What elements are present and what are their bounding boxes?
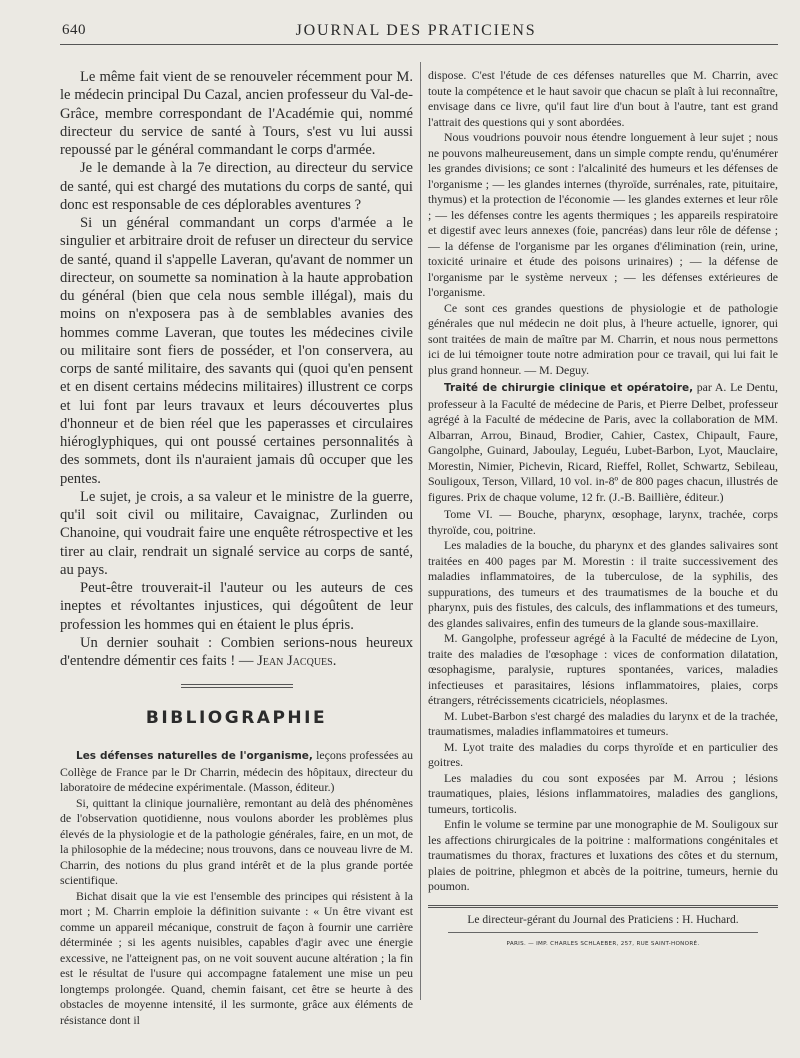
column-divider [420,62,421,1000]
footer-rule [428,905,778,908]
tome-paragraph: M. Lubet-Barbon s'est chargé des maladies du larynx et de la trachée, traumatismes, maladies inflammatoires et tumeurs. [428,708,778,738]
header-rule [60,44,778,45]
tome-paragraph: Tome VI. — Bouche, pharynx, œsophage, larynx, trachée, corps thyroïde, cou, poitrine. [428,507,778,537]
paragraph: Je le demande à la 7e direction, au directeur du service de santé, qui est chargé des mutations du corps de santé, qui donc est responsable de ces déplorables aventures ? [60,160,413,213]
page-header [60,22,772,44]
paragraph: Peut-être trouverait-il l'auteur ou les auteurs de ces ineptes et révoltantes injustices, qui dégoûtent de leur profession les hommes qui en étaient le plus épris. [60,580,413,633]
left-column [60,68,413,1028]
closing-text: Un dernier souhait : Combien serions-nous heureux d'entendre démentir ces faits ! — [60,634,413,669]
book-entry [60,748,413,796]
closing-paragraph [60,634,413,671]
section-rule [181,684,293,688]
review-paragraph: Bichat disait que la vie est l'ensemble des principes qui résistent à la mort ; M. Charrin emploie la définition suivante : « Un être vivant est comme un appareil mécanique, construit de façon à fournir une carrière déterminée ; si les agents nuisibles, capables d'agir avec une énergie excessive, ne l'atteignent pas, on ne voit souvent aucune altération ; la fin est le résultat de l'usure qui accompagne fatalement une mise un peu longtemps prolongée. Quand, chemin faisant, cet être se heurte à des obstacles de moyenne intensité, il les surmonte, grâce aux éléments de résistance dont il [60,888,413,1027]
page-number: 640 [62,22,86,38]
traite-details: par A. Le Dentu, professeur à la Faculté de médecine de Paris, et Pierre Delbet, professeur agrégé à la Faculté de médecine de Paris, avec la collaboration de MM. Albarran, Arrou, Binaud, Brodier, Cahier, Castex, Chipault, Faure, Gangolphe, Guinard, Jaboulay, Leguéu, Lubet-Barbon, Lyot, Mauclaire, Morestin, Nimier, Pichevin, Ricard, Rieffel, Rollet, Schwartz, Sebileau, Souligoux, Terson, Villard, 10 vol. in-8º de 800 pages chacun, illustrés de figures. Prix de chaque volume, 12 fr. (J.-B. Baillière, éditeur.) [428,380,779,504]
paragraph: Le même fait vient de se renouveler récemment pour M. le médecin principal Du Cazal, ancien professeur du Val-de-Grâce, membre correspondant de l'Académie qui, nommé directeur du service de santé à Tours, s'est vu lui aussi repoussé par le général commandant le corps d'armée. [60,69,413,158]
author-signature: Jean Jacques. [257,653,337,669]
book-details: leçons professées au Collège de France par le Dr Charrin, médecin des hôpitaux, directeur du laboratoire de médecine expérimentale. (Masson, éditeur.) [60,748,413,795]
tome-paragraph: Enfin le volume se termine par une monographie de M. Souligoux sur les affections chirurgicales de la poitrine : malformations congénitales et traumatismes du thorax, fractures et luxations des côtes et du sternum, plaies de poitrine, phlegmon et abcès de la poitrine, tumeurs, hernie du poumon. [428,817,778,893]
review-paragraph: Ce sont ces grandes questions de physiologie et de pathologie générales que nul médecin ne doit plus, à l'heure actuelle, ignorer, qui sont traitées de main de maître par M. Charrin, et nous nous permettons ici de lui témoigner toute notre admiration pour ce travail, qui lui fait le plus grand honneur. — M. Deguy. [428,300,778,377]
journal-title: JOURNAL DES PRATICIENS [295,22,537,39]
review-paragraph: Nous voudrions pouvoir nous étendre longuement à leur sujet ; nous ne pouvons malheureusement, dans un simple compte rendu, qu'énumérer les grandes divisions; ce sont : l'alcalinité des humeurs et les défenses de l'organisme ; — les glandes internes (thyroïde, surrénales, rate, pituitaire, thymus) et la protection de l'économie — les glandes externes et leur rôle ; — les défenses contre les agents thermiques ; les appareils respiratoire et digestif avec leurs annexes (foie, pancréas) dans leur rôle de défense ; — la défense de l'organisme par les organes d'élimination (rein, urine, toxicité urinaire et étude des poisons urinaires) ; — la défense de l'organisme par le système nerveux ; — les défenses extérieures de l'organisme. [428,130,778,299]
tome-paragraph: M. Gangolphe, professeur agrégé à la Faculté de médecine de Lyon, traite des maladies de l'œsophage : vices de conformation dilatation, œsophagisme, paralysie, ruptures spontanées, varices, maladies infectieuses et parasitaires, lésions inflammatoires, plaies, corps étrangers, rétrécissements cicatriciels, néoplasmes. [428,631,778,707]
paragraph: Le sujet, je crois, a sa valeur et le ministre de la guerre, qu'il soit civil ou militaire, Cavaignac, Zurlinden ou Chanoine, qui voudrait faire une enquête rétrospective et les tirer au clair, rendrait un signalé service au corps de santé, au pays. [60,488,413,578]
paragraph: Si un général commandant un corps d'armée a le singulier et arbitraire droit de refuser un directeur du service de santé, quand il s'appelle Laveran, qu'avant de nommer un directeur, on soumette sa nomination à la haute approbation du général (bien que cela nous semble illégal), mais du moins on n'exposera pas à de semblables avanies des hommes comme Laveran, que toutes les médecines civile ou militaire sont fiers de posséder, et l'on conservera, au corps de santé militaire, des savants qui (quoi qu'en pensent et en disent certains médecins militaires) illustrent ce corps et lui font par leurs travaux et leurs découvertes plus d'honneur et de bien réel que les paperasses et circulaires hiéroglyphiques, qui ont poussé certaines personnalités à des sommets, dont ils n'auraient jamais dû occuper que les pentes. [60,215,413,487]
review-paragraph: Si, quittant la clinique journalière, remontant au delà des phénomènes de l'observation quotidienne, nous voulons aborder les problèmes plus élevés de la physiologie et de la pathologie générales, faire, en un mot, de la philosophie de la médecine; nous trouvons, dans ce nouveau livre de M. Charrin, des notions du plus grand intérêt et de la plus grande portée scientifique. [60,795,413,888]
printer-imprint: PARIS. — IMP. CHARLES SCHLAEBER, 257, RUE SAINT-HONORÉ. [506,940,700,947]
footer-thin-rule [448,932,758,933]
bibliographie-heading: BIBLIOGRAPHIE [145,708,328,729]
book-title: Les défenses naturelles de l'organisme, [76,750,313,763]
tome-paragraph: Les maladies de la bouche, du pharynx et des glandes salivaires sont traitées en 400 pages par M. Morestin : il traite successivement des maladies inflammatoires, de la tuberculose, de la syphilis, des suppurations, des tumeurs et des traumatismes de la bouche et du pharynx, puis des fistules, des calculs, des inflammations et des tumeurs, des glandes salivaires, enfin des tumeurs de la glande sous-maxillaire. [428,538,778,630]
review-paragraph: dispose. C'est l'étude de ces défenses naturelles que M. Charrin, avec toute la compétence et le haut savoir que chacun se plaît à lui reconnaître, envisage dans ce livre, qu'il faut lire d'un bout à l'autre, tant est grand l'attrait des questions qui y sont abordées. [428,68,778,129]
tome-paragraph: Les maladies du cou sont exposées par M. Arrou ; lésions traumatiques, plaies, lésions inflammatoires, maladies des ganglions, tumeurs, torticolis. [428,770,778,816]
traite-entry [428,380,778,505]
traite-title: Traité de chirurgie clinique et opératoire, [444,382,694,394]
directeur-gerant: Le directeur-gérant du Journal des Praticiens : H. Huchard. [467,913,739,926]
right-column [428,68,778,947]
tome-paragraph: M. Lyot traite des maladies du corps thyroïde et en particulier des goitres. [428,739,778,769]
